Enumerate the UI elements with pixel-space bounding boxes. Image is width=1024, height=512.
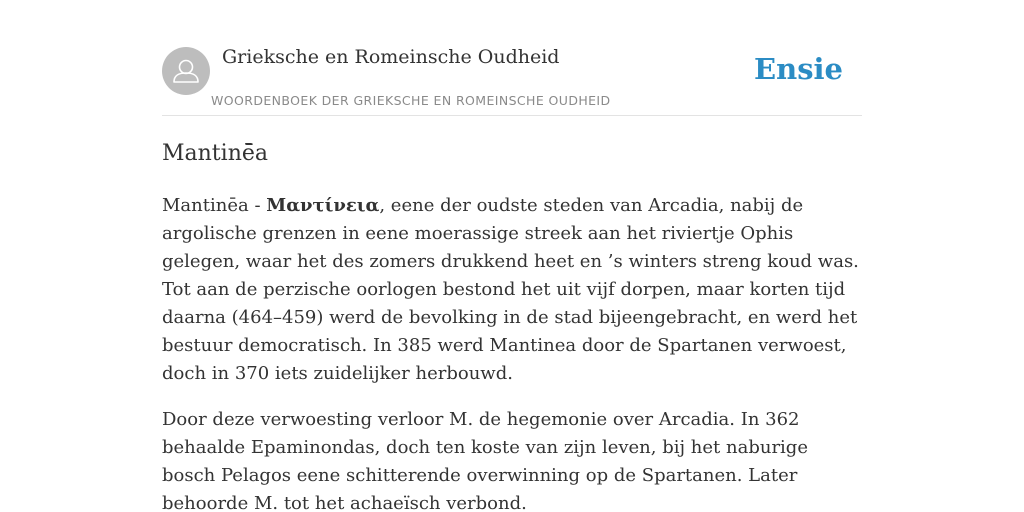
avatar[interactable] — [162, 47, 210, 95]
source-title-link[interactable]: Grieksche en Romeinsche Oudheid — [222, 46, 560, 68]
entry-title: Mantinē̄a — [162, 141, 268, 166]
article — [162, 138, 866, 512]
definition-paragraph: Door deze verwoesting verloor M. de hegemonie over Arcadia. In 362 behaalde Epaminondas, doch ten koste van zijn leven, bij het naburige bosch Pelagos eene schitterende overwinning op de Spartanen. Later behoorde M. tot het achaeïsch verbond. — [162, 409, 808, 512]
greek-term: Μαντίνεια — [266, 195, 380, 216]
source-subtitle: WOORDENBOEK DER GRIEKSCHE EN ROMEINSCHE OUDHEID — [211, 93, 611, 108]
dictionary-header — [162, 46, 862, 116]
ensie-logo-link[interactable]: Ensie — [754, 52, 843, 86]
term-separator: - — [248, 195, 267, 216]
user-icon — [162, 47, 210, 95]
definition-text: , eene der oudste steden van Arcadia, nabij de argolische grenzen in eene moerassige streek aan het riviertje Ophis gelegen, waar het des zomers drukkend heet en ’s winters streng koud was. Tot aan de perzische oorlogen bestond het uit vijf dorpen, maar korten tijd daarna (464–459) werd de bevolking in de stad bijeengebracht, en werd het bestuur democratisch. In 385 werd Mantinea door de Spartanen verwoest, doch in 370 iets zuidelijker herbouwd. — [162, 195, 859, 384]
entry-term: Mantinēa — [162, 195, 249, 216]
definition-paragraph — [162, 192, 866, 388]
